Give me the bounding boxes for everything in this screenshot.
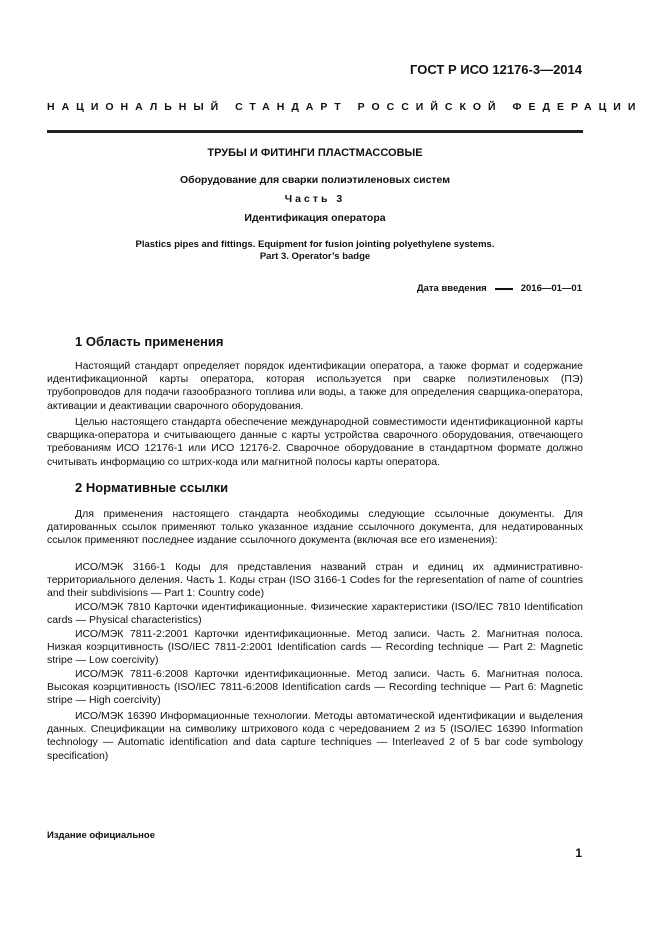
reference-item-iso-7810: ИСО/МЭК 7810 Карточки идентификационные. Физические характеристики (ISO/IEC 7810 Identification cards — Physical characteristics) xyxy=(47,601,583,627)
scope-paragraph-1: Настоящий стандарт определяет порядок идентификации оператора, а также формат и содержание идентификационной карты оператора, которая используется при сварке полиэтиленовых (ПЭ) трубопроводов для подачи газообразного топлива или воды, а также для определения сварщика-оператора, активации и деактивации сварочного оборудования. xyxy=(47,360,583,412)
dash-separator xyxy=(495,288,513,290)
introduction-date xyxy=(417,283,582,294)
official-edition-note: Издание официальное xyxy=(47,830,155,841)
reference-item-iso-7811-2: ИСО/МЭК 7811-2:2001 Карточки идентификационные. Метод записи. Часть 2. Магнитная полоса. Низкая коэрцитивность (ISO/IEC 7811-2:2001 Identification cards — Recording technique — Part 2: Magnetic stripe — Low coercivity) xyxy=(47,628,583,667)
reference-item-iso-3166-1: ИСО/МЭК 3166-1 Коды для представления названий стран и единиц их административно-территориального деления. Часть 1. Коды стран (ISO 3166-1 Codes for the representation of name of countries and their subdivisions — Part 1: Country code) xyxy=(47,561,583,600)
document-code: ГОСТ Р ИСО 12176-3—2014 xyxy=(410,62,582,77)
section-heading-references: 2 Нормативные ссылки xyxy=(75,480,229,495)
part-number: Часть 3 xyxy=(284,193,346,205)
reference-item-iso-7811-6: ИСО/МЭК 7811-6:2008 Карточки идентификационные. Метод записи. Часть 6. Магнитная полоса. Высокая коэрцитивность (ISO/IEC 7811-6:2008 Identification cards — Recording technique — Part 6: Magnetic stripe — High coercivity) xyxy=(47,668,583,707)
introduction-date-value: 2016—01—01 xyxy=(520,283,582,294)
document-title: ТРУБЫ И ФИТИНГИ ПЛАСТМАССОВЫЕ xyxy=(207,147,423,159)
national-standard-banner: НАЦИОНАЛЬНЫЙ СТАНДАРТ РОССИЙСКОЙ ФЕДЕРАЦИИ xyxy=(47,101,643,113)
page-number: 1 xyxy=(575,846,582,860)
references-intro-paragraph: Для применения настоящего стандарта необходимы следующие ссылочные документы. Для датированных ссылок применяют только указанное издание ссылочного документа, для недатированных ссылок применяют последнее издание ссылочного документа (включая все его изменения): xyxy=(47,508,583,547)
reference-item-iso-16390: ИСО/МЭК 16390 Информационные технологии. Методы автоматической идентификации и выделения данных. Спецификации на символику штрихового кода с чередованием 2 из 5 (ISO/IEC 16390 Information technology — Automatic identification and data capture techniques — Interleaved 2 of 5 bar code symbology specification) xyxy=(47,710,583,762)
scope-paragraph-2: Целью настоящего стандарта обеспечение международной совместимости идентификационной карты сварщика-оператора и считывающего данные с карты устройства сварочного оборудования, отвечающего требованиям ИСО 12176-1 или ИСО 12176-2. Сварочное оборудование в стандартном формате должно считывать информацию со штрих-кода или магнитной полосы карты оператора. xyxy=(47,416,583,468)
document-subtitle: Оборудование для сварки полиэтиленовых систем xyxy=(179,174,451,186)
english-title-line-2: Part 3. Operator’s badge xyxy=(259,251,371,262)
part-title: Идентификация оператора xyxy=(244,212,386,224)
introduction-date-label: Дата введения xyxy=(416,283,487,294)
section-heading-scope: 1 Область применения xyxy=(75,334,224,349)
header-divider xyxy=(47,130,583,133)
english-title-line-1: Plastics pipes and fittings. Equipment for fusion jointing polyethylene systems. xyxy=(135,239,495,250)
english-title xyxy=(47,239,583,263)
